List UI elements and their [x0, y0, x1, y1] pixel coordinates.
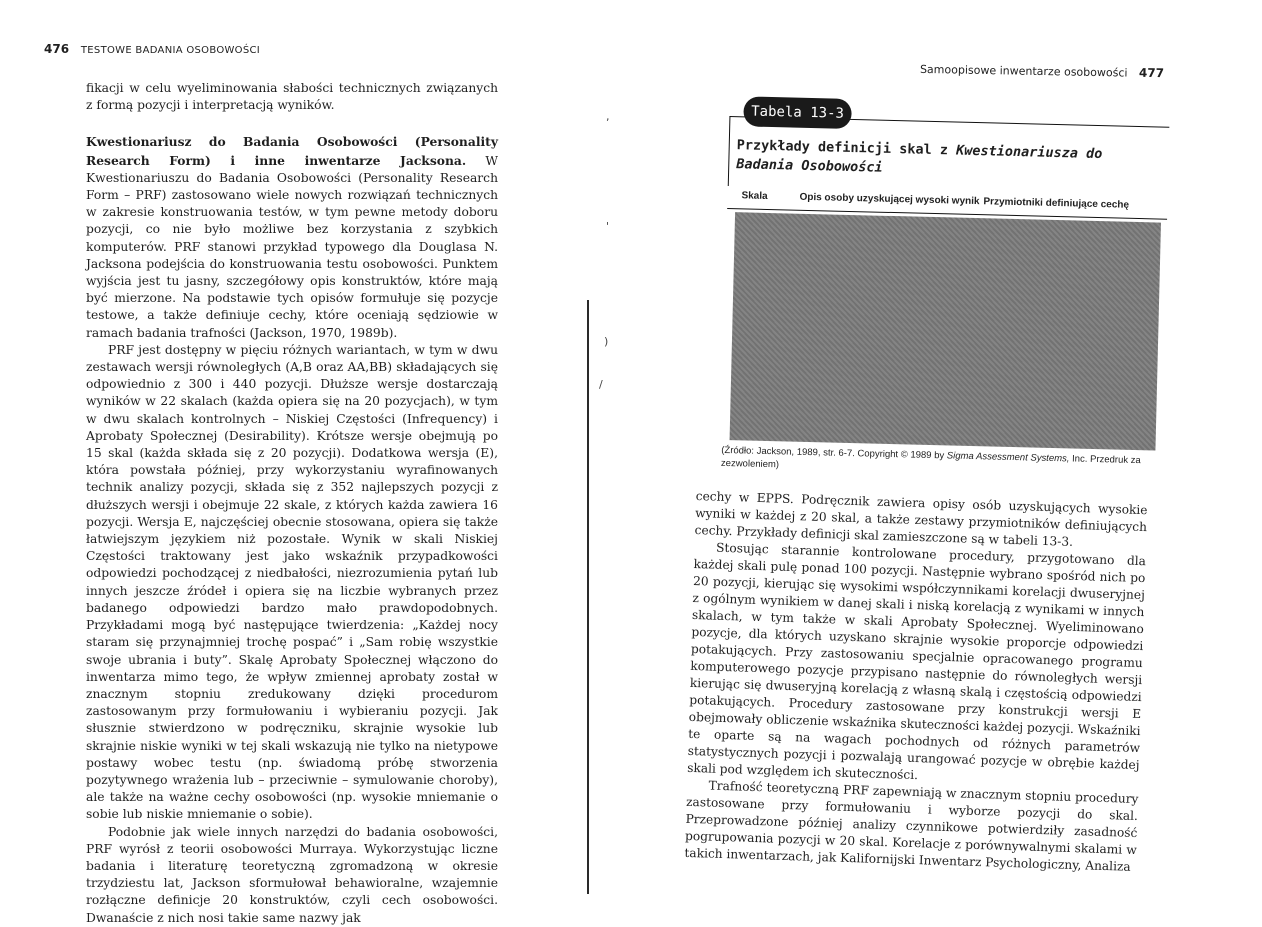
table-title [736, 136, 1157, 184]
right-paragraph-2: Stosując starannie kontrolowane procedury, przygotowano dla każdej skali pulę ponad 100 pozycji. Następnie wybrano spośród nich po 20 pozycji, kierując się wysokimi współczynnikami korelacji dwuseryjnej z ogólnym wynikiem w danej skali i niską korelacją z wynikami w innych skalach, w tym także w skali Aprobaty Społecznej. Wyeliminowano pozycje, dla których uzyskano skrajnie wysokie proporcje odpowiedzi potakujących. Przy zastosowaniu specjalnie opracowanego programu komputerowego pozycje przypisano następnie do równoległych wersji kierując się dwuseryjną korelacją z własną skalą i częstością odpowiedzi potakujących. Procedury zastosowane przy konstrukcji wersji E obejmowały obliczenie wskaźnika skuteczności każdej pozycji. Wskaźniki te oparte są na wagach pochodnych od różnych parametrów statystycznych pozycji i pozwalają urangować pozycje w obrębie każdej skali pod względem ich skuteczności. [686, 540, 1147, 783]
table-title-plain: Przykłady definicji skal z [736, 137, 949, 159]
table-source-note: (Źródło: Jackson, 1989, str. 6-7. Copyright © 1989 by Sigma Assessment Systems, Inc. Przedruk za zezwoleniem) [720, 444, 1141, 471]
left-paragraph-3: PRF jest dostępny w pięciu różnych wariantach, w tym w dwu zestawach wersji równoległych (A,B oraz AA,BB) składających się odpowiednio z 300 i 440 pozycji. Dłuższe wersje dostarczają wyników w 22 skalach (każda opiera się na 20 pozycjach), w tym w dwu skalach kontrolnych – Niskiej Częstości (Infrequency) i Aprobaty Społecznej (Desirability). Krótsze wersje obejmują po 15 skal (każda składa się z 20 pozycji). Dodatkowa wersja (E), która powstała później, przy wykorzystaniu wyrafinowanych technik analizy pozycji, składa się z 352 najlepszych pozycji z dłuższych wersji i obejmuje 22 skale, z których każda zawiera 16 pozycji. Wersja E, najczęściej obecnie stosowana, opiera się także łatwiejszym językiem niż pozostałe. Wynik w skali Niskiej Częstości traktowany jest jako wskaźnik przypadkowości odpowiedzi pochodzącej z niedbałości, niezrozumienia pytań lub innych jeszcze źródeł i opiera się na liczbie wybranych przez badanego odpowiedzi bardzo mało prawdopodobnych. Przykładami mogą być następujące twierdzenia: „Każdej nocy staram się przynajmniej trochę pospać” i „Sam robię wszystkie swoje ubrania i buty”. Skalę Aprobaty Społecznej włączono do inwentarza mimo tego, że wpływ zmiennej aprobaty został w znacznym stopniu zredukowany dzięki procedurom zastosowanym przy formułowaniu i wybieraniu pozycji. Jak słusznie stwierdzono w podręczniku, skrajnie wysokie lub skrajnie niskie wyniki w tej skali wskazują nie tylko na nietypowe postawy wobec testu (np. świadomą próbę stworzenia pozytywnego wrażenia lub – przeciwnie – symulowanie choroby), ale także na ważne cechy osobowości (np. wysokie mniemanie o sobie lub niskie mniemanie o sobie). [86, 342, 498, 822]
column-header-description: Opis osoby uzyskującej wysoki wynik [799, 191, 980, 208]
column-header-adjectives: Przymiotniki definiujące cechę [983, 196, 1130, 211]
left-body-text [86, 80, 498, 927]
margin-mark: ) [604, 335, 609, 348]
left-running-head [44, 42, 260, 56]
left-running-title: TESTOWE BADANIA OSOBOWOŚCI [80, 45, 261, 56]
section-heading: Kwestionariusz do Badania Osobowości (Personality Research Form) i inne inwentarze Jacksona. [86, 134, 498, 168]
left-paragraph-2 [86, 133, 498, 341]
right-page [590, 0, 1262, 894]
table-redacted-body [730, 212, 1161, 450]
right-body-text [684, 488, 1148, 876]
margin-mark: / [599, 378, 603, 391]
table-title-italic: Kwestionariusza do Badania Osobowości [736, 142, 1103, 176]
left-paragraph-4: Podobnie jak wiele innych narzędzi do badania osobowości, PRF wyrósł z teorii osobowości Murraya. Wykorzystując liczne badania i literaturę teoretyczną zgromadzoną w okresie trzydziestu lat, Jackson sformułował behawioralne, wzajemnie rozłączne definicje 20 konstruktów, czyli cech osobowości. Dwanaście z nich nosi takie same nazwy jak [86, 824, 498, 925]
table-badge: Tabela 13-3 [743, 96, 852, 129]
margin-mark: ' [606, 220, 610, 233]
column-header-scale: Skala [741, 190, 768, 202]
book-gutter [587, 300, 589, 894]
right-page-number: 477 [1138, 65, 1165, 81]
right-running-title: Samoopisowe inwentarze osobowości [919, 62, 1128, 80]
left-paragraph-1: fikacji w celu wyeliminowania słabości technicznych związanych z formą pozycji i interpretacją wyników. [86, 81, 498, 113]
margin-mark: , [606, 110, 610, 123]
right-running-head [920, 62, 1164, 80]
left-page-number: 476 [44, 42, 70, 56]
right-paragraph-3: Trafność teoretyczną PRF zapewniają w znacznym stopniu procedury zastosowane przy formułowaniu i wyborze pozycji do skal. Przeprowadzone później analizy czynnikowe potwierdziły zasadność pogrupowania pozycji w 20 skal. Korelacje z porównywalnymi skalami w takich inwentarzach, jak Kalifornijski Inwentarz Psychologiczny, Analiza [684, 778, 1139, 874]
table-left-rule [728, 116, 731, 186]
table-13-3 [720, 94, 1170, 471]
right-paragraph-1: cechy w EPPS. Podręcznik zawiera opisy osób uzyskujących wysokie wyniki w każdej z 20 skal, a także zestawy przymiotników definiujących cechy. Przykłady definicji skal zamieszczone są w tabeli 13-3. [694, 488, 1148, 549]
left-page [0, 0, 590, 925]
section-body: W Kwestionariuszu do Badania Osobowości (Personality Research Form – PRF) zastosowano wiele nowych rozwiązań technicznych w zakresie konstruowania testów, w tym pewne metody doboru pozycji, co nie było możliwe bez korzystania z szybkich komputerów. PRF stanowi przykład typowego dla Douglasa N. Jacksona podejścia do konstruowania testu osobowości. Punktem wyjścia jest tu jasny, szczegółowy opis konstruktów, które mają być mierzone. Na podstawie tych opisów formułuje się pozycje testowe, a także definiuje cechy, które oceniają sędziowie w ramach badania trafności (Jackson, 1970, 1989b). [86, 153, 498, 340]
